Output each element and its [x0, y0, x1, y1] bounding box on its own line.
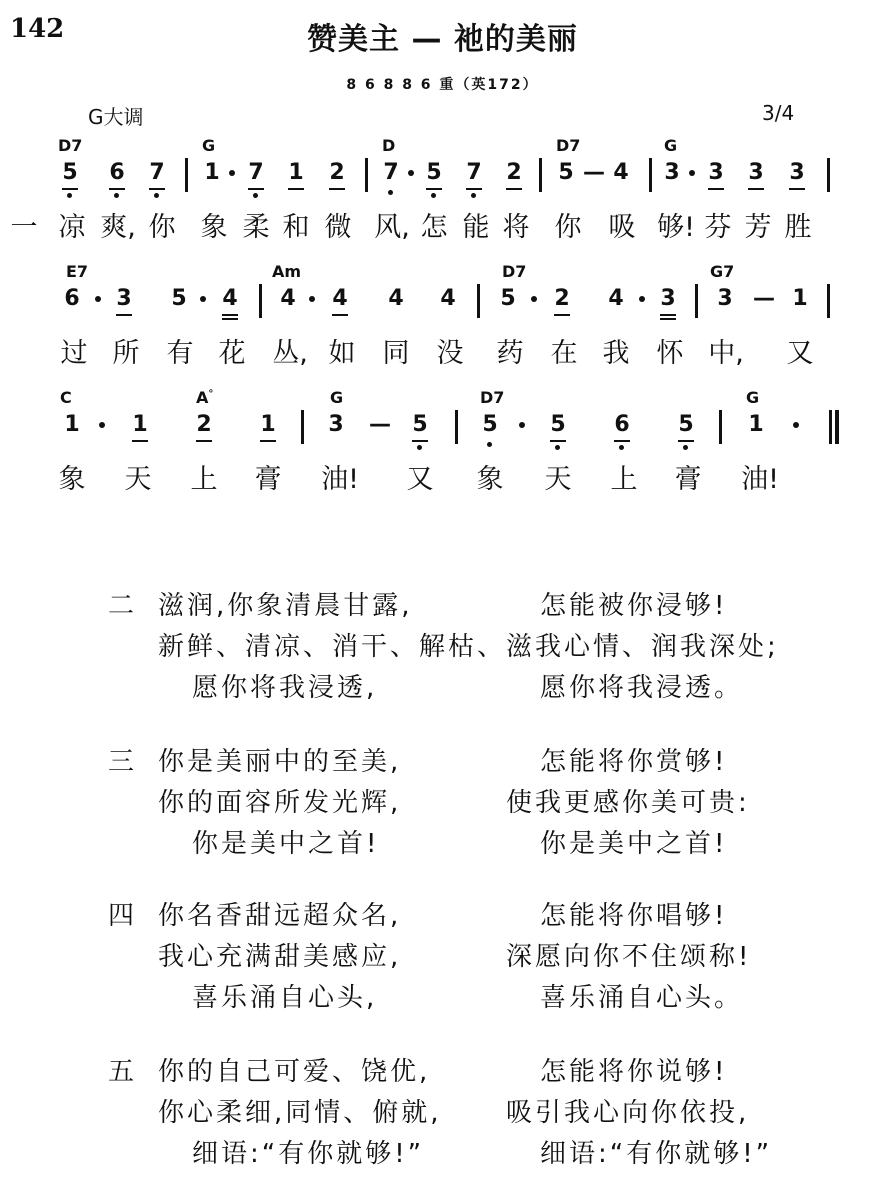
- verse-line-left: 你名香甜远超众名,: [158, 901, 402, 931]
- key-signature: G大调: [88, 105, 144, 129]
- note: 5: [546, 412, 570, 438]
- verse-line-left: 你的自己可爱、饶优,: [158, 1057, 431, 1087]
- note: 3: [112, 286, 136, 312]
- lyric-syllable: 没: [436, 338, 464, 369]
- verse-line-right: 使我更感你美可贵:: [506, 788, 750, 818]
- verse-line-right: 滋我心情、润我深处;: [506, 632, 779, 662]
- dash-symbol: —: [583, 160, 605, 185]
- lyric-syllable: 油!: [321, 464, 359, 495]
- augmentation-dot: [408, 170, 414, 176]
- augmentation-dot: [95, 296, 101, 302]
- barline: [301, 410, 304, 444]
- note: 4: [388, 286, 404, 311]
- augmentation-dot: [309, 296, 315, 302]
- verse-line-left: 滋润,你象清晨甘露,: [158, 591, 413, 621]
- verse-line-left: 你是美丽中的至美,: [158, 747, 402, 777]
- lyric-syllable: 微: [324, 212, 352, 243]
- barline: [365, 158, 368, 192]
- note: 7: [379, 160, 403, 186]
- verse-line-right: 你是美中之首!: [540, 829, 728, 859]
- lyric-syllable: 怎: [420, 212, 448, 243]
- note: 5: [558, 160, 574, 185]
- lyric-syllable: 凉: [58, 212, 86, 243]
- lyric-syllable: 在: [550, 338, 578, 369]
- barline: [719, 410, 722, 444]
- lyric-syllable: 和: [282, 212, 310, 243]
- augmentation-dot: [519, 422, 525, 428]
- page-number: 142: [10, 14, 65, 44]
- note: 2: [502, 160, 526, 186]
- note: 4: [608, 286, 624, 311]
- augmentation-dot: [99, 422, 105, 428]
- dash-symbol: —: [753, 286, 775, 311]
- note: 4: [613, 160, 629, 185]
- barline: [185, 158, 188, 192]
- verse-line-left: 喜乐涌自心头,: [192, 983, 378, 1013]
- verse-line-right: 吸引我心向你依投,: [506, 1098, 750, 1128]
- lyric-syllable: 天: [124, 464, 152, 495]
- lyric-syllable: 象: [58, 464, 86, 495]
- augmentation-dot: [200, 296, 206, 302]
- lyric-syllable: 如: [328, 338, 356, 369]
- chord-symbol: Am: [272, 262, 302, 281]
- lyric-syllable: 芬: [704, 212, 732, 243]
- barline: [695, 284, 698, 318]
- verse-line-left: 愿你将我浸透,: [192, 673, 378, 703]
- note: 6: [64, 286, 80, 311]
- score-line: [0, 262, 885, 382]
- barline: [649, 158, 652, 192]
- chord-symbol: D7: [480, 388, 505, 407]
- chord-symbol: D7: [58, 136, 83, 155]
- lyric-syllable: 一: [10, 212, 38, 243]
- note: 6: [610, 412, 634, 438]
- verse-line-right: 怎能被你浸够!: [540, 591, 728, 621]
- lyric-syllable: 你: [554, 212, 582, 243]
- verse-line-left: 新鲜、清凉、消干、解枯、: [158, 632, 507, 662]
- chord-symbol: C: [60, 388, 72, 407]
- lyric-syllable: 花: [218, 338, 246, 369]
- note: 5: [408, 412, 432, 438]
- verse-number: 三: [108, 747, 135, 777]
- barline: [477, 284, 480, 318]
- note: 5: [674, 412, 698, 438]
- note: 4: [328, 286, 352, 312]
- verse-number: 四: [108, 901, 135, 931]
- verse-line-right: 怎能将你唱够!: [540, 901, 728, 931]
- lyric-syllable: 上: [610, 464, 638, 495]
- hymn-title: 赞美主 — 祂的美丽: [307, 22, 578, 57]
- note: 5: [478, 412, 502, 438]
- lyric-syllable: 药: [496, 338, 524, 369]
- barline: [539, 158, 542, 192]
- note: 5: [171, 286, 187, 311]
- augmentation-dot: [531, 296, 537, 302]
- note: 3: [664, 160, 680, 185]
- note: 1: [128, 412, 152, 438]
- verse-number: 五: [108, 1057, 135, 1087]
- barline: [829, 410, 832, 444]
- note: 5: [422, 160, 446, 186]
- barline: [259, 284, 262, 318]
- chord-symbol: E7: [66, 262, 89, 281]
- note: 4: [280, 286, 296, 311]
- note: 1: [64, 412, 80, 437]
- note: 2: [192, 412, 216, 438]
- lyric-syllable: 够!: [657, 212, 695, 243]
- lyric-syllable: 上: [190, 464, 218, 495]
- lyric-syllable: 胜: [784, 212, 812, 243]
- lyric-syllable: 我: [602, 338, 630, 369]
- verse-line-left: 你心柔细,同情、俯就,: [158, 1098, 442, 1128]
- chord-symbol: A°: [196, 388, 214, 407]
- score-line: [0, 136, 885, 256]
- lyric-syllable: 所: [112, 338, 140, 369]
- chord-symbol: D: [382, 136, 396, 155]
- chord-symbol: G: [664, 136, 678, 155]
- note: 1: [748, 412, 764, 437]
- barline: [827, 158, 830, 192]
- verse-line-right: 怎能将你赏够!: [540, 747, 728, 777]
- lyric-syllable: 油!: [741, 464, 779, 495]
- chord-symbol: G7: [710, 262, 735, 281]
- verse-line-left: 你是美中之首!: [192, 829, 380, 859]
- lyric-syllable: 象: [476, 464, 504, 495]
- lyric-syllable: 芳: [744, 212, 772, 243]
- lyric-syllable: 怀: [656, 338, 684, 369]
- note: 7: [462, 160, 486, 186]
- note: 3: [785, 160, 809, 186]
- lyric-syllable: 丛,: [272, 338, 308, 369]
- lyric-syllable: 爽,: [100, 212, 136, 243]
- meter-line: 8 6 8 8 6 重（英172）: [346, 77, 539, 93]
- verse-line-left: 你的面容所发光辉,: [158, 788, 402, 818]
- chord-symbol: G: [330, 388, 344, 407]
- note: 5: [500, 286, 516, 311]
- note: 1: [204, 160, 220, 185]
- lyric-syllable: 风,: [374, 212, 410, 243]
- note: 2: [325, 160, 349, 186]
- note: 3: [744, 160, 768, 186]
- note: 1: [792, 286, 808, 311]
- note: 5: [58, 160, 82, 186]
- note: 3: [328, 412, 344, 437]
- time-signature: 3/4: [762, 101, 795, 125]
- augmentation-dot: [793, 422, 799, 428]
- augmentation-dot: [689, 170, 695, 176]
- lyric-syllable: 有: [166, 338, 194, 369]
- note: 3: [656, 286, 680, 312]
- note: 7: [145, 160, 169, 186]
- chord-symbol: D7: [502, 262, 527, 281]
- note: 3: [717, 286, 733, 311]
- note: 4: [218, 286, 242, 312]
- lyric-syllable: 中,: [708, 338, 744, 369]
- lyric-syllable: 又: [786, 338, 814, 369]
- barline: [835, 410, 839, 444]
- barline: [455, 410, 458, 444]
- lyric-syllable: 过: [60, 338, 88, 369]
- verse-line-right: 深愿向你不住颂称!: [506, 942, 752, 972]
- lyric-syllable: 你: [148, 212, 176, 243]
- verse-line-left: 我心充满甜美感应,: [158, 942, 402, 972]
- verse-line-right: 喜乐涌自心头。: [540, 983, 744, 1013]
- lyric-syllable: 能: [462, 212, 490, 243]
- lyric-syllable: 吸: [608, 212, 636, 243]
- augmentation-dot: [639, 296, 645, 302]
- chord-symbol: G: [202, 136, 216, 155]
- note: 3: [704, 160, 728, 186]
- verse-number: 二: [108, 591, 135, 621]
- note: 1: [256, 412, 280, 438]
- chord-symbol: D7: [556, 136, 581, 155]
- note: 4: [440, 286, 456, 311]
- lyric-syllable: 柔: [242, 212, 270, 243]
- dash-symbol: —: [369, 412, 391, 437]
- chord-symbol: G: [746, 388, 760, 407]
- lyric-syllable: 又: [406, 464, 434, 495]
- lyric-syllable: 天: [544, 464, 572, 495]
- verse-line-right: 细语:“有你就够!”: [540, 1139, 773, 1169]
- barline: [827, 284, 830, 318]
- lyric-syllable: 同: [382, 338, 410, 369]
- score-line: [0, 388, 885, 508]
- lyric-syllable: 象: [200, 212, 228, 243]
- augmentation-dot: [229, 170, 235, 176]
- verse-line-left: 细语:“有你就够!”: [192, 1139, 425, 1169]
- verse-line-right: 怎能将你说够!: [540, 1057, 728, 1087]
- note: 2: [550, 286, 574, 312]
- lyric-syllable: 膏: [674, 464, 702, 495]
- note: 7: [244, 160, 268, 186]
- note: 1: [284, 160, 308, 186]
- lyric-syllable: 膏: [254, 464, 282, 495]
- note: 6: [105, 160, 129, 186]
- verse-line-right: 愿你将我浸透。: [540, 673, 744, 703]
- lyric-syllable: 将: [502, 212, 530, 243]
